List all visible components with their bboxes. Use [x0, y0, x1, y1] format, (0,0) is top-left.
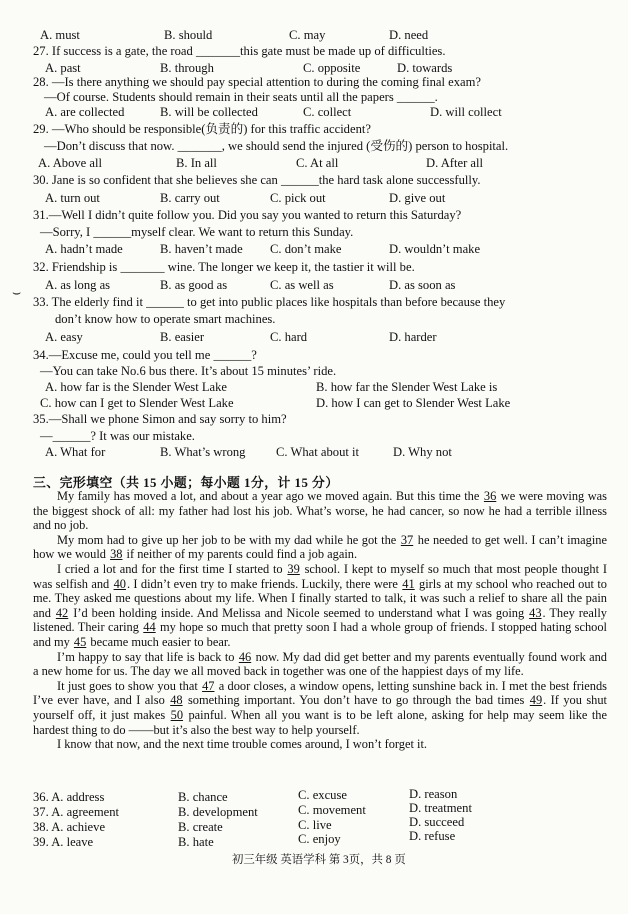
q33-option-c: C. hard: [270, 330, 308, 344]
q33-stem-1: 33. The elderly find it ______ to get into public places like hospitals than before because they: [33, 295, 506, 309]
q37-option-b: B. development: [178, 805, 258, 819]
q33-option-a: A. easy: [45, 330, 83, 344]
passage-paragraph: I cried a lot and for the first time I started to 39 school. I kept to myself so much that most people thought I was selfish and 40. I didn’t even try to make friends. Luckily, there were 41 girls at my school who reached out to me. They asked me questions about my life. When I finally started to talk, it was such a relief to share all the pain and 42 I’d been holding inside. And Melissa and Nicole seemed to understand what I was going 43. They really listened. Their caring 44 my hope so much that pretty soon I had a whole group of friends. I stopped hating school and my 45 became much easier to bear.: [33, 561, 607, 649]
q34-stem-2: —You can take No.6 bus there. It’s about 15 minutes’ ride.: [40, 364, 337, 378]
q37-option-d: D. treatment: [409, 801, 472, 815]
q38-option-b: B. create: [178, 820, 223, 834]
q33-option-d: D. harder: [389, 330, 437, 344]
q33-stem-2: don’t know how to operate smart machines.: [55, 312, 276, 326]
q26-option-a: A. must: [40, 28, 80, 42]
passage-paragraph: It just goes to show you that 47 a door closes, a window opens, letting sunshine back in. I met the best friends I’ve ever have, and I also 48 something important. You don’t have to go through the bad times 49. If you shut yourself off, it just makes 50 painful. When all you want is to be left alone, asking for help may seem like the hardest thing to do ——but it’s also the best way to help yourself.: [33, 678, 608, 737]
q36-option-a: 36. A. address: [33, 790, 105, 804]
q29-option-d: D. After all: [426, 156, 484, 170]
q38-option-d: D. succeed: [409, 815, 465, 829]
q35-option-d: D. Why not: [393, 445, 452, 459]
q28-option-c: C. collect: [303, 105, 352, 119]
q31-stem-2: —Sorry, I ______myself clear. We want to return this Sunday.: [40, 225, 354, 239]
q28-option-b: B. will be collected: [160, 105, 258, 119]
section-title: 三、完形填空（共 15 小题；每小题 1分，计 15 分）: [33, 476, 339, 490]
q29-option-b: B. In all: [176, 156, 217, 170]
blank-40: 40: [113, 576, 126, 591]
q29-option-a: A. Above all: [38, 156, 103, 170]
q30-stem: 30. Jane is so confident that she believes she can ______the hard task alone successfully.: [33, 173, 481, 187]
q27-stem: 27. If success is a gate, the road _______this gate must be made up of difficulties.: [33, 44, 446, 58]
q32-option-c: C. as well as: [270, 278, 334, 292]
blank-38: 38: [110, 547, 123, 562]
q32-option-a: A. as long as: [45, 278, 111, 292]
cloze-passage: [33, 489, 607, 752]
q34-option-b: B. how far the Slender West Lake is: [316, 380, 498, 394]
q36-option-d: D. reason: [409, 787, 458, 801]
q38-option-a: 38. A. achieve: [33, 820, 106, 834]
q31-option-c: C. don’t make: [270, 242, 342, 256]
q30-option-c: C. pick out: [270, 191, 326, 205]
page-footer: 初三年级 英语学科 第 3页，共 8 页: [232, 854, 406, 866]
passage-paragraph: I’m happy to say that life is back to 46 now. My dad did get better and my parents eventually found work and a new home for us. The day we all moved back in together was one of the happiest days of my life.: [33, 649, 607, 679]
q34-stem-1: 34.—Excuse me, could you tell me ______?: [33, 348, 257, 362]
q33-option-b: B. easier: [160, 330, 205, 344]
q27-option-c: C. opposite: [303, 61, 361, 75]
q27-option-a: A. past: [45, 61, 81, 75]
q29-option-c: C. At all: [296, 156, 339, 170]
q34-option-d: D. how I can get to Slender West Lake: [316, 396, 511, 410]
blank-43: 43: [529, 605, 542, 620]
q37-option-a: 37. A. agreement: [33, 805, 120, 819]
q32-option-b: B. as good as: [160, 278, 228, 292]
blank-48: 48: [170, 693, 183, 708]
q31-option-d: D. wouldn’t make: [389, 242, 481, 256]
blank-47: 47: [202, 678, 215, 693]
q31-stem-1: 31.—Well I didn’t quite follow you. Did you say you wanted to return this Saturday?: [33, 208, 462, 222]
q30-option-d: D. give out: [389, 191, 446, 205]
blank-46: 46: [238, 649, 252, 664]
q39-option-c: C. enjoy: [298, 832, 341, 846]
passage-paragraph: My family has moved a lot, and about a year ago we moved again. But this time the 36 we were moving was the biggest shock of all: my father had lost his job. What’s worse, he had cancer, so now he had a terrible illness and no job.: [33, 489, 607, 533]
blank-37: 37: [400, 532, 414, 547]
q37-option-c: C. movement: [298, 803, 366, 817]
q28-stem-2: —Of course. Students should remain in their seats until all the papers ______.: [44, 90, 438, 104]
q30-option-b: B. carry out: [160, 191, 220, 205]
q28-stem-1: 28. —Is there anything we should pay special attention to during the coming final exam?: [33, 75, 482, 89]
q31-option-a: A. hadn’t made: [45, 242, 123, 256]
q30-option-a: A. turn out: [45, 191, 100, 205]
q39-option-a: 39. A. leave: [33, 835, 94, 849]
blank-36: 36: [483, 489, 497, 503]
q26-option-d: D. need: [389, 28, 429, 42]
passage-paragraph: My mom had to give up her job to be with my dad while he got the 37 he needed to get well. I can’t imagine how we would 38 if neither of my parents could find a job again.: [33, 532, 607, 562]
q29-stem-2: —Don’t discuss that now. _______, we should send the injured (受伤的) person to hospital.: [44, 139, 509, 153]
blank-44: 44: [143, 620, 156, 635]
q34-option-a: A. how far is the Slender West Lake: [45, 380, 228, 394]
blank-41: 41: [402, 576, 415, 591]
blank-50: 50: [170, 707, 184, 722]
q35-stem-1: 35.—Shall we phone Simon and say sorry to him?: [33, 412, 287, 426]
blank-49: 49: [529, 693, 543, 708]
q26-option-b: B. should: [164, 28, 213, 42]
q35-option-c: C. What about it: [276, 445, 360, 459]
q28-option-d: D. will collect: [430, 105, 502, 119]
blank-45: 45: [73, 634, 87, 649]
q39-option-b: B. hate: [178, 835, 214, 849]
passage-paragraph: I know that now, and the next time trouble comes around, I won’t forget it.: [57, 737, 428, 752]
q31-option-b: B. haven’t made: [160, 242, 243, 256]
q34-option-c: C. how can I get to Slender West Lake: [40, 396, 234, 410]
q32-stem: 32. Friendship is _______ wine. The longer we keep it, the tastier it will be.: [33, 260, 415, 274]
blank-39: 39: [287, 561, 300, 576]
q36-option-b: B. chance: [178, 790, 228, 804]
q28-option-a: A. are collected: [45, 105, 125, 119]
q26-option-c: C. may: [289, 28, 326, 42]
q27-option-b: B. through: [160, 61, 214, 75]
blank-42: 42: [55, 605, 69, 620]
q35-option-b: B. What’s wrong: [160, 445, 246, 459]
q38-option-c: C. live: [298, 818, 332, 832]
margin-mark: ⌣: [12, 286, 22, 301]
q29-stem-1: 29. —Who should be responsible(负责的) for this traffic accident?: [33, 122, 371, 136]
q36-option-c: C. excuse: [298, 788, 347, 802]
q35-stem-2: —______? It was our mistake.: [40, 429, 195, 443]
q39-option-d: D. refuse: [409, 829, 456, 843]
q32-option-d: D. as soon as: [389, 278, 456, 292]
q35-option-a: A. What for: [45, 445, 106, 459]
q27-option-d: D. towards: [397, 61, 453, 75]
